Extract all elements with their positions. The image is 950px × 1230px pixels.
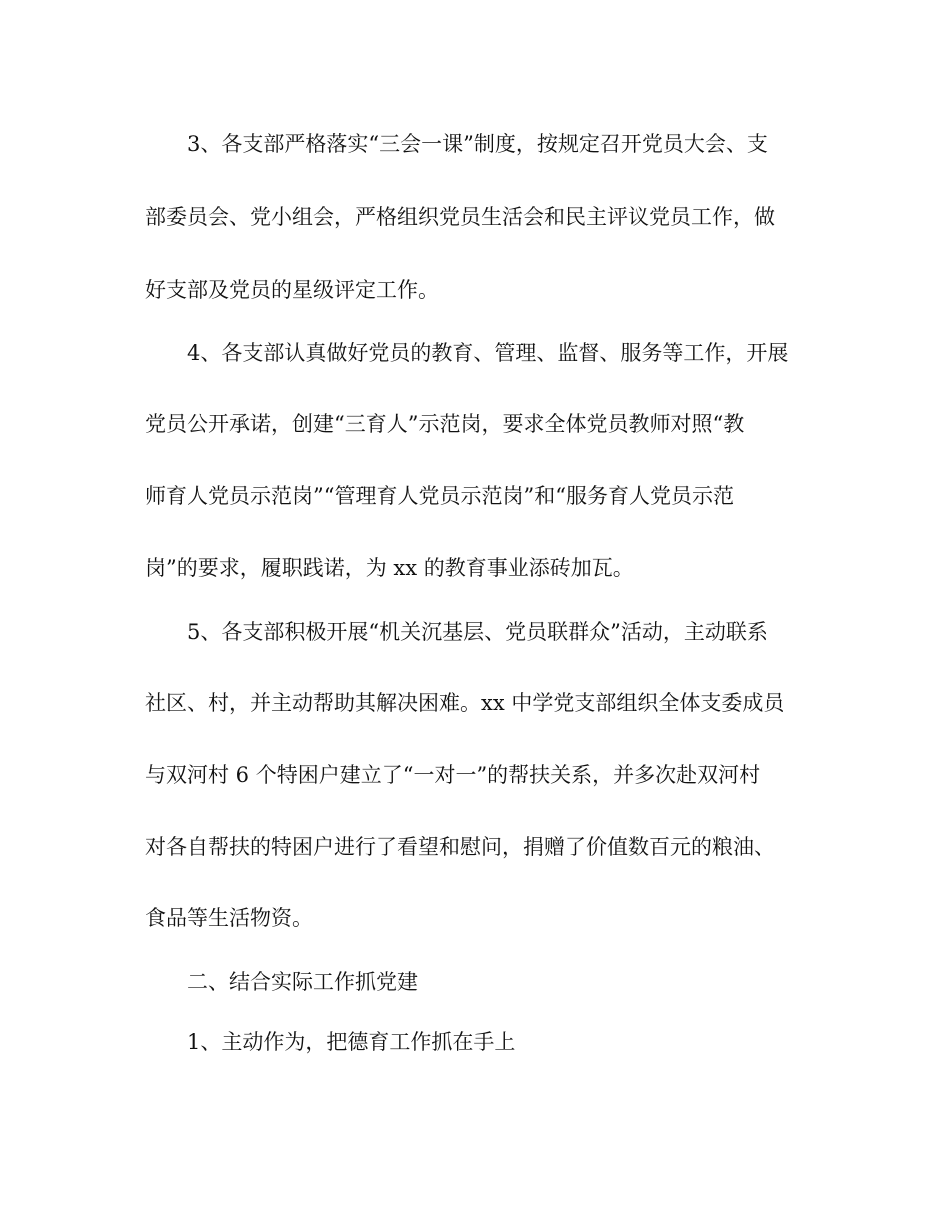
paragraph-5-line-5: 食品等生活物资。	[145, 906, 313, 930]
paragraph-4-line-4: 岗”的要求，履职践诺，为 xx 的教育事业添砖加瓦。	[145, 556, 634, 580]
paragraph-5-line-4: 对各自帮扶的特困户进行了看望和慰问，捐赠了价值数百元的粮油、	[145, 835, 775, 859]
paragraph-5-line-1: 5、各支部积极开展“机关沉基层、党员联群众”活动，主动联系	[187, 620, 768, 644]
subsection-heading: 1、主动作为，把德育工作抓在手上	[187, 1030, 516, 1054]
paragraph-3-line-2: 部委员会、党小组会，严格组织党员生活会和民主评议党员工作，做	[145, 205, 775, 229]
paragraph-3-line-1: 3、各支部严格落实“三会一课”制度，按规定召开党员大会、支	[187, 132, 768, 156]
paragraph-4-line-1: 4、各支部认真做好党员的教育、管理、监督、服务等工作，开展	[187, 341, 789, 365]
paragraph-5-line-2: 社区、村，并主动帮助其解决困难。xx 中学党支部组织全体支委成员	[145, 691, 785, 715]
paragraph-4-line-3: 师育人党员示范岗”“管理育人党员示范岗”和“服务育人党员示范	[145, 484, 734, 508]
paragraph-3-line-3: 好支部及党员的星级评定工作。	[145, 278, 439, 302]
paragraph-5-line-3: 与双河村 6 个特困户建立了“一对一”的帮扶关系，并多次赴双河村	[145, 763, 761, 787]
paragraph-4-line-2: 党员公开承诺，创建“三育人”示范岗，要求全体党员教师对照“教	[145, 412, 745, 436]
section-heading: 二、结合实际工作抓党建	[187, 970, 418, 994]
